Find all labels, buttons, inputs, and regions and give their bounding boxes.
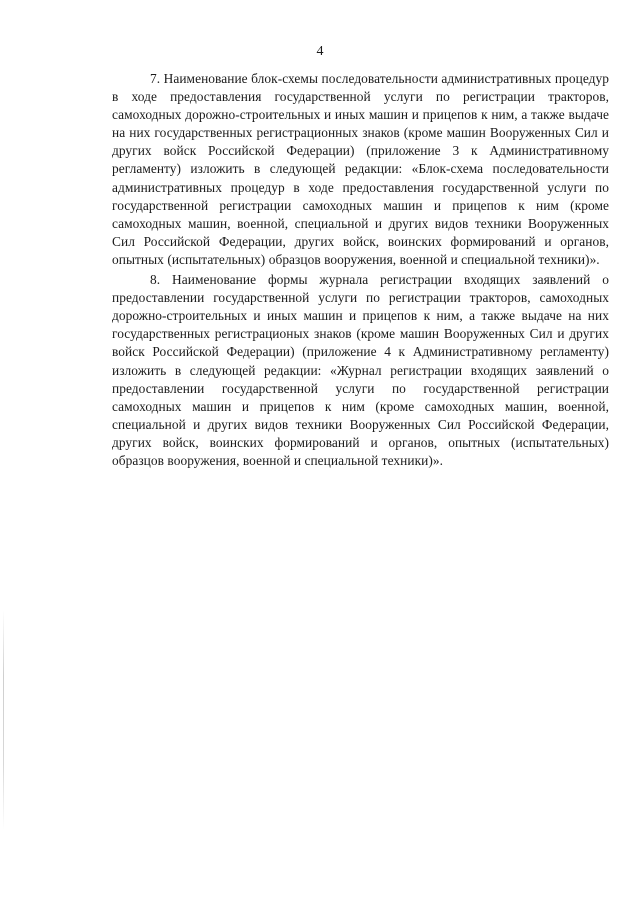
page-number: 4	[316, 44, 324, 59]
paragraph-item-7: 7. Наименование блок-схемы последовательности административных процедур в ходе предоставления государственной услуги по регистрации тракторов, самоходных дорожно-строительных и иных машин и прицепов к ним, а также выдаче на них государственных регистрационных знаков (кроме машин Вооруженных Сил и других войск Российской Федерации) (приложение 3 к Административному регламенту) изложить в следующей редакции: «Блок-схема последовательности административных процедур в ходе предоставления государственной услуги по государственной регистрации самоходных машин и прицепов к ним (кроме самоходных машин, военной, специальной и других видов техники Вооруженных Сил Российской Федерации, других войск, воинских формирований и органов, опытных (испытательных) образцов вооружения, военной и специальной техники)».	[112, 71, 609, 267]
paragraph-item-8: 8. Наименование формы журнала регистрации входящих заявлений о предоставлении государственной услуги по регистрации тракторов, самоходных дорожно-строительных и иных машин и прицепов к ним, а также выдаче на них государственных регистрационых знаков (кроме машин Вооруженных Сил и других войск Российской Федерации) (приложение 4 к Административному регламенту) изложить в следующей редакции: «Журнал регистрации входящих заявлений о предоставлении государственной услуги по государственной регистрации самоходных машин и прицепов к ним (кроме самоходных машин, военной, специальной и других видов техники Вооруженных Сил Российской Федерации, других войск, воинских формирований и органов, опытных (испытательных) образцов вооружения, военной и специальной техники)».	[112, 272, 609, 468]
document-body	[112, 70, 609, 472]
scan-edge-mark	[3, 610, 4, 830]
